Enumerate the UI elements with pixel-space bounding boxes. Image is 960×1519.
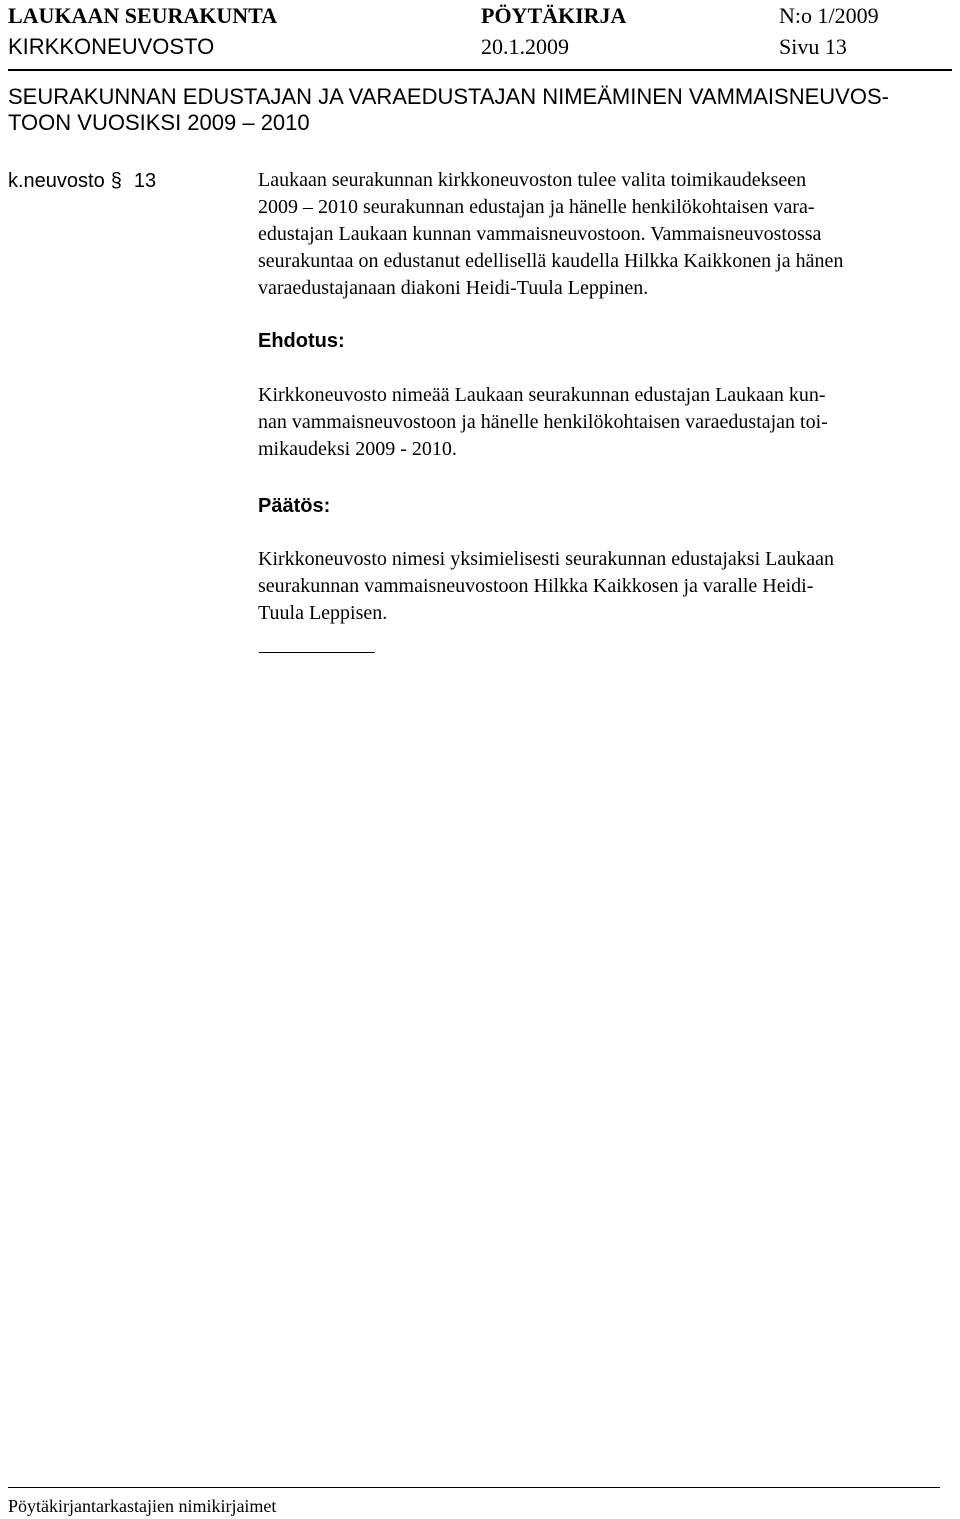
intro-line: edustajan Laukaan kunnan vammaisneuvostoon. Vammaisneuvostossa — [258, 223, 822, 245]
intro-paragraph — [258, 167, 954, 302]
section-body: k.neuvosto — [8, 170, 105, 192]
document-number: N:o 1/2009 — [779, 3, 879, 28]
intro-line: seurakuntaa on edustanut edellisellä kaudella Hilkka Kaikkonen ja hänen — [258, 250, 844, 272]
header-left — [8, 0, 277, 62]
proposal-line: nan vammaisneuvostoon ja hänelle henkilökohtaisen varaedustajan toi- — [258, 411, 828, 433]
proposal-line: Kirkkoneuvosto nimeää Laukaan seurakunnan edustajan Laukaan kun- — [258, 384, 826, 406]
header-right — [779, 0, 879, 62]
footer-note: Pöytäkirjantarkastajien nimikirjaimet — [8, 1496, 277, 1516]
meeting-date: 20.1.2009 — [481, 34, 569, 59]
decision-label: Päätös: — [258, 495, 331, 517]
section-number: 13 — [133, 170, 157, 192]
section-sign-icon: § — [110, 170, 122, 192]
governing-body: KIRKKONEUVOSTO — [8, 34, 215, 59]
proposal-paragraph — [258, 382, 954, 463]
organization-name: LAUKAAN SEURAKUNTA — [8, 3, 278, 28]
decision-paragraph — [258, 546, 954, 627]
header-divider — [8, 69, 952, 71]
decision-line: Kirkkoneuvosto nimesi yksimielisesti seurakunnan edustajaksi Laukaan — [258, 548, 834, 570]
agenda-title — [8, 84, 953, 136]
section-reference — [8, 168, 156, 194]
page-number: Sivu 13 — [779, 34, 847, 59]
document-type: PÖYTÄKIRJA — [481, 3, 627, 28]
decision-line: seurakunnan vammaisneuvostoon Hilkka Kaikkosen ja varalle Heidi- — [258, 575, 814, 597]
closing-divider — [259, 652, 375, 653]
footer-divider — [8, 1487, 940, 1488]
agenda-title-line-1: SEURAKUNNAN EDUSTAJAN JA VARAEDUSTAJAN NIMEÄMINEN VAMMAISNEUVOS- — [8, 84, 889, 109]
intro-line: varaedustajanaan diakoni Heidi-Tuula Leppinen. — [258, 277, 649, 299]
proposal-label: Ehdotus: — [258, 330, 345, 352]
header-center — [481, 0, 626, 62]
decision-line: Tuula Leppisen. — [258, 602, 388, 624]
intro-line: Laukaan seurakunnan kirkkoneuvoston tulee valita toimikaudekseen — [258, 169, 807, 191]
intro-line: 2009 – 2010 seurakunnan edustajan ja hänelle henkilökohtaisen vara- — [258, 196, 815, 218]
agenda-title-line-2: TOON VUOSIKSI 2009 – 2010 — [8, 110, 310, 135]
proposal-line: mikaudeksi 2009 - 2010. — [258, 438, 457, 460]
